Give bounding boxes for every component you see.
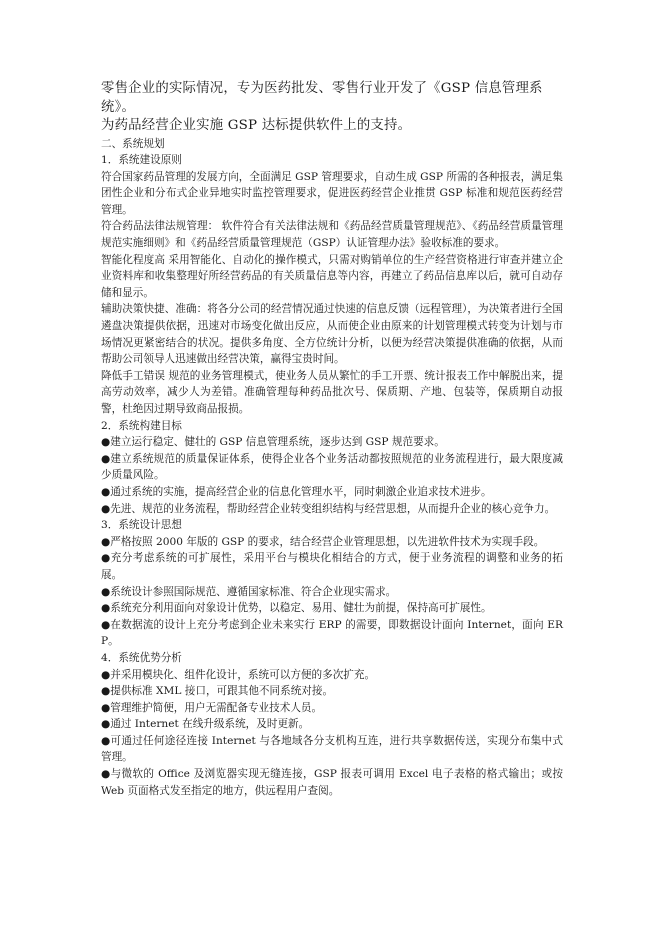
bullet-item: ●与微软的 Office 及浏览器实现无缝连接，GSP 报表可调用 Excel 电子表格的格式输出；或按 Web 页面格式发至指定的地方，供远程用户查阅。 bbox=[101, 768, 563, 797]
paragraph: 智能化程度高 采用智能化、自动化的操作模式，只需对购销单位的生产经营资格进行审查并建立企业资料库和收集整理好所经营药品的有关质量信息等内容，再建立了药品信息库以后，就可自动存储和显示。 bbox=[101, 253, 563, 299]
bullet-item: ●可通过任何途径连接 Internet 与各地域各分支机构互连，进行共享数据传送，实现分布集中式管理。 bbox=[101, 734, 563, 764]
bullet-item: ●提供标准 XML 接口，可跟其他不同系统对接。 bbox=[101, 685, 334, 698]
intro-line: 零售企业的实际情况，专为医药批发、零售行业开发了《GSP 信息管理系统》。 bbox=[101, 81, 543, 115]
bullet-item: ●系统充分利用面向对象设计优势，以稳定、易用、健壮为前提，保持高可扩展性。 bbox=[101, 602, 492, 615]
subsection-heading: 4．系统优势分析 bbox=[101, 651, 182, 664]
paragraph: 符合国家药品管理的发展方向，全面满足 GSP 管理要求，自动生成 GSP 所需的各种报表，满足集团性企业和分布式企业异地实时监控管理要求，促进医药经营企业推贯 GSP 标准和规范医药经营管理。 bbox=[101, 170, 563, 216]
intro-line: 为药品经营企业实施 GSP 达标提供软件上的支持。 bbox=[101, 118, 412, 133]
bullet-item: ●通过系统的实施，提高经营企业的信息化管理水平，同时刺激企业追求技术进步。 bbox=[101, 485, 492, 498]
bullet-item: ●并采用模块化、组件化设计，系统可以方便的多次扩充。 bbox=[101, 668, 376, 681]
bullet-item: ●建立运行稳定、健壮的 GSP 信息管理系统，逐步达到 GSP 规范要求。 bbox=[101, 436, 445, 449]
bullet-item: ●严格按照 2000 年版的 GSP 的要求，结合经营企业管理思想，以先进软件技术为实现手段。 bbox=[101, 535, 545, 548]
section-heading: 二、系统规划 bbox=[101, 137, 165, 150]
subsection-heading: 2．系统构建目标 bbox=[101, 419, 182, 432]
bullet-item: ●建立系统规范的质量保证体系，使得企业各个业务活动都按照规范的业务流程进行，最大限度减少质量风险。 bbox=[101, 452, 563, 482]
bullet-item: ●充分考虑系统的可扩展性，采用平台与模块化相结合的方式，便于业务流程的调整和业务的拓展。 bbox=[101, 552, 563, 581]
bullet-item: ●管理维护简便，用户无需配备专业技术人员。 bbox=[101, 701, 323, 714]
document-body bbox=[101, 80, 563, 799]
paragraph: 辅助决策快捷、准确：将各分公司的经营情况通过快速的信息反馈（远程管理），为决策者进行全国遴盘决策提供依据，迅速对市场变化做出反应，从而使企业由原来的计划管理模式转变为计划与市场情况更紧密结合的状况。提供多角度、全方位统计分析，以便为经营决策提供准确的依据，从而帮助公司领导人迅速做出经营决策，赢得宝贵时间。 bbox=[101, 303, 563, 366]
bullet-item: ●在数据流的设计上充分考虑到企业未来实行 ERP 的需要，即数据设计面向 Internet，面向 ERP。 bbox=[101, 618, 563, 648]
subsection-heading: 3．系统设计思想 bbox=[101, 519, 182, 532]
bullet-item: ●先进、规范的业务流程，帮助经营企业转变组织结构与经营思想，从而提升企业的核心竞争力。 bbox=[101, 502, 556, 515]
subsection-heading: 1．系统建设原则 bbox=[101, 154, 182, 167]
paragraph: 符合药品法律法规管理： 软件符合有关法律法规和《药品经营质量管理规范》、《药品经营质量管理规范实施细则》和《药品经营质量管理规范（GSP）认证管理办法》验收标准的要求。 bbox=[101, 220, 563, 250]
bullet-item: ●通过 Internet 在线升级系统，及时更新。 bbox=[101, 718, 310, 731]
bullet-item: ●系统设计参照国际规范、遵循国家标准、符合企业现实需求。 bbox=[101, 585, 397, 598]
paragraph: 降低手工错误 规范的业务管理模式，使业务人员从繁忙的手工开票、统计报表工作中解脱出来，提高劳动效率，减少人为差错。准确管理每种药品批次号、保质期、产地、包装等，保质期自动报警，杜绝因过期导致商品报损。 bbox=[101, 369, 563, 415]
